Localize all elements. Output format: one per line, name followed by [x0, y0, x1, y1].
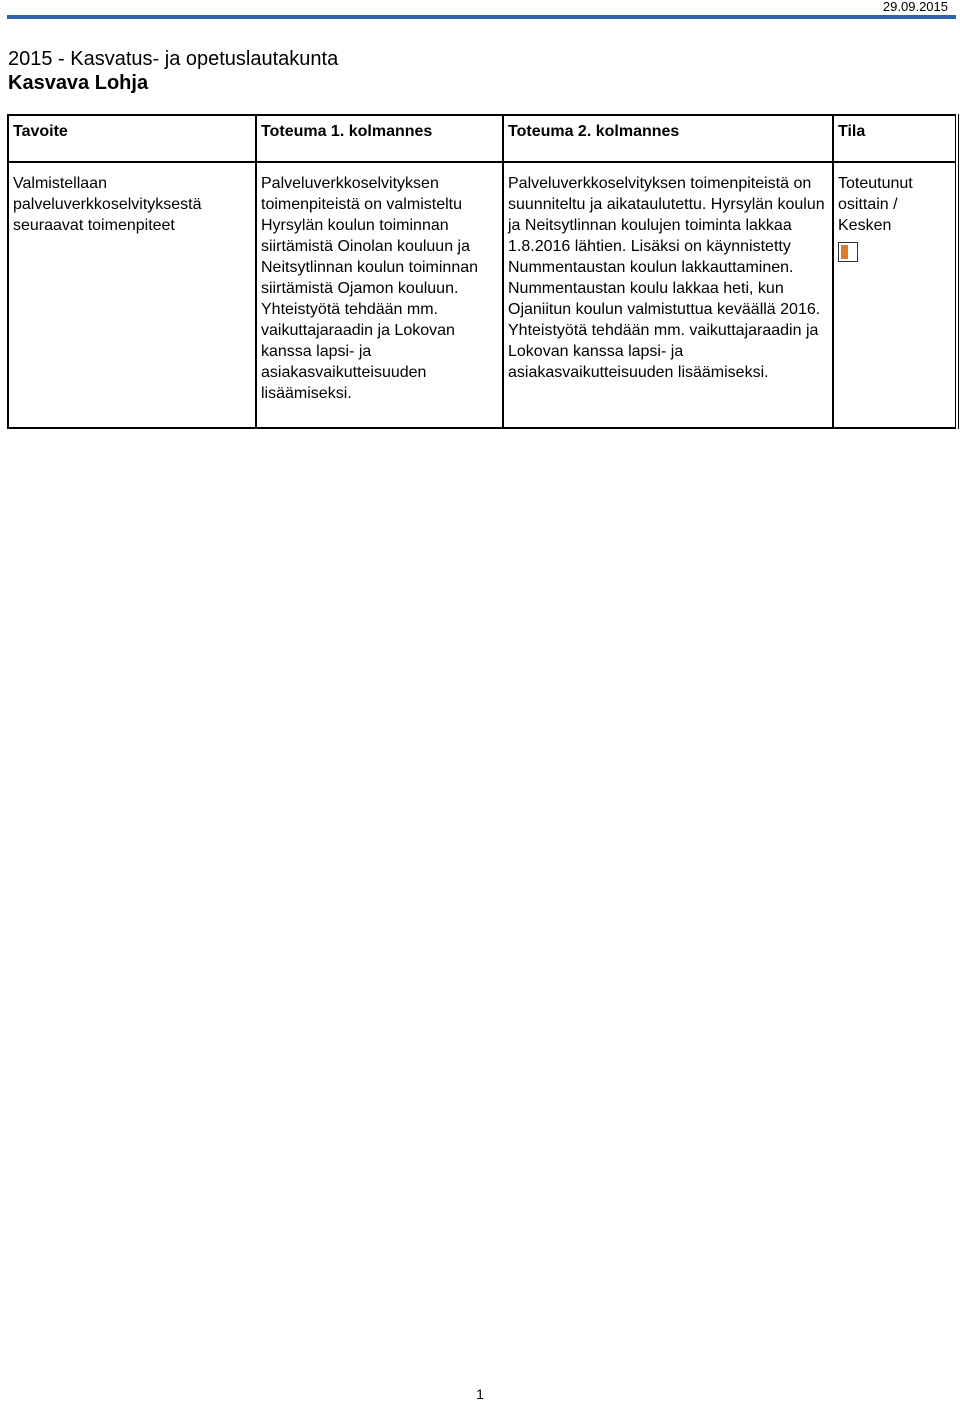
- cell-tavoite: [8, 162, 256, 428]
- report-date: 29.09.2015: [882, 0, 948, 14]
- page-number: 1: [476, 1386, 484, 1402]
- tavoite-text: Valmistellaan palveluverkkoselvityksestä seuraavat toimenpiteet: [13, 175, 202, 234]
- column-header-toteuma-2: Toteuma 2. kolmannes: [503, 115, 833, 162]
- tila-text: Toteutunut osittain / Kesken: [838, 175, 913, 234]
- column-header-toteuma-1: Toteuma 1. kolmannes: [256, 115, 503, 162]
- table-row: [8, 162, 957, 428]
- cell-toteuma-2: [503, 162, 833, 428]
- organization-title: 2015 - Kasvatus- ja opetuslautakunta: [8, 48, 339, 70]
- toteuma-1-text: Palveluverkkoselvityksen toimenpiteistä on valmisteltu Hyrsylän koulun toiminnan siirtämistä Oinolan kouluun ja Neitsytlinnan koulun toiminnan siirtämistä Ojamon kouluun. Yhteistyötä tehdään mm. vaikuttajaraadin ja Lokovan kanssa lapsi- ja asiakasvaikutteisuuden lisäämiseksi.: [261, 175, 479, 402]
- header-rule: [7, 15, 956, 19]
- toteuma-2-text: Palveluverkkoselvityksen toimenpiteistä on suunniteltu ja aikataulutettu. Hyrsylän koulun ja Neitsytlinnan koulujen toiminta lakkaa 1.8.2016 lähtien. Lisäksi on käynnistetty Nummentaustan koulun lakkauttaminen. Nummentaustan koulu lakkaa heti, kun Ojaniitun koulun valmistuttua keväällä 2016. Yhteistyötä tehdään mm. vaikuttajaraadin ja Lokovan kanssa lapsi- ja asiakasvaikutteisuuden lisäämiseksi.: [508, 175, 825, 381]
- cell-toteuma-1: [256, 162, 503, 428]
- half-filled-square-icon: [838, 242, 858, 262]
- table-header-row: [8, 115, 957, 162]
- column-header-tavoite: Tavoite: [8, 115, 256, 162]
- cell-tila: [833, 162, 957, 428]
- report-title: Kasvava Lohja: [8, 72, 149, 94]
- report-table: [7, 114, 959, 429]
- column-header-tila: Tila: [833, 115, 957, 162]
